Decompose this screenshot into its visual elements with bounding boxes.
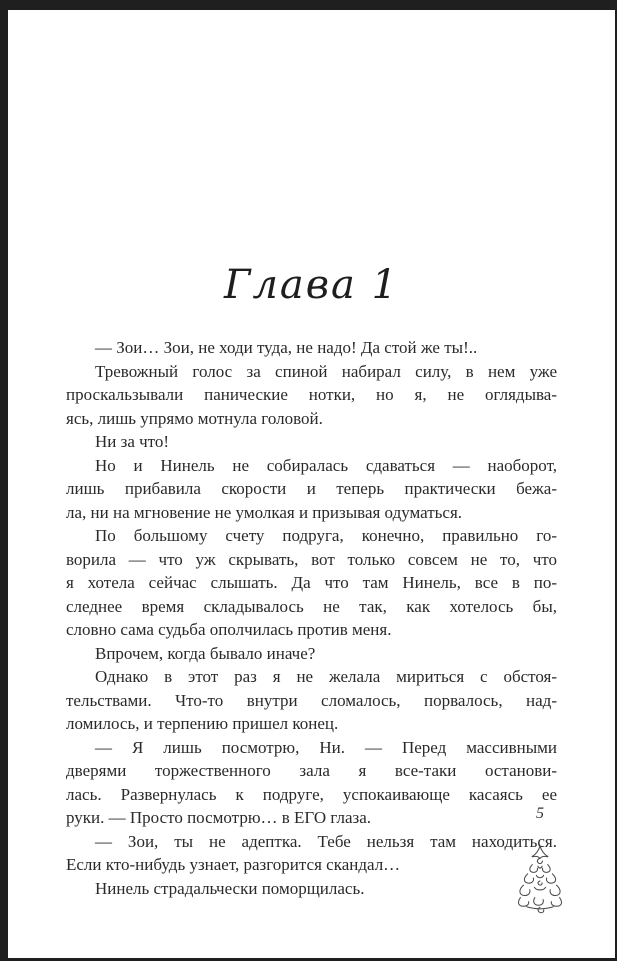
text-line: я хотела сейчас слышать. Да что там Нинель, все в по- [66,573,557,592]
text-line: — Я лишь посмотрю, Ни. — Перед массивными [95,737,557,757]
text-line: Ни за что! [95,432,170,451]
book-page [8,10,615,958]
text-line: лишь прибавила скорости и теперь практически бежа- [66,479,557,498]
text-line: Тревожный голос за спиной набирал силу, в нем уже [95,361,557,381]
paragraph [66,830,557,877]
fir-tree-ornament-icon [514,844,566,914]
text-line: лась. Развернулась к подруге, успокаивающе касаясь ее [66,784,557,804]
text-line: следнее время складывалось не так, как хотелось бы, [66,596,557,616]
chapter-heading: Глава 1 [223,262,400,308]
text-line: Впрочем, когда бывало иначе? [95,643,316,663]
paragraph [66,336,557,360]
text-line: руки. — Просто посмотрю… в ЕГО глаза. [66,808,372,827]
paragraph [66,430,557,454]
text-block [66,336,557,900]
text-line: Но и Нинель не собиралась сдаваться — наоборот, [95,455,557,475]
text-line: дверями торжественного зала я все-таки останови- [66,761,557,780]
text-line: тельствами. Что-то внутри сломалось, порвалось, над- [66,690,557,710]
text-line: ломилось, и терпению пришел конец. [66,714,339,733]
text-line: Однако в этот раз я не желала мириться с обстоя- [95,667,557,686]
paragraph [66,877,557,901]
page-number: 5 [536,805,544,822]
paragraph [66,642,557,666]
paragraph [66,524,557,642]
text-line: — Зои, ты не адептка. Тебе нельзя там находиться. [95,831,557,851]
text-line: ясь, лишь упрямо мотнула головой. [66,408,323,428]
paragraph [66,736,557,830]
text-line: проскальзывали панические нотки, но я, не оглядыва- [66,385,557,404]
text-line: ворила — что уж скрывать, вот только совсем не то, что [66,549,557,569]
text-line: словно сама судьба ополчилась против меня. [66,620,392,639]
paragraph [66,665,557,736]
text-line: — Зои… Зои, не ходи туда, не надо! Да стой же ты!.. [95,338,478,357]
text-line: Нинель страдальчески поморщилась. [95,878,365,898]
text-line: Если кто-нибудь узнает, разгорится скандал… [66,855,401,874]
text-line: По большому счету подруга, конечно, правильно го- [95,526,557,545]
paragraph [66,360,557,431]
text-line: ла, ни на мгновение не умолкая и призывая одуматься. [66,502,463,522]
paragraph [66,454,557,525]
